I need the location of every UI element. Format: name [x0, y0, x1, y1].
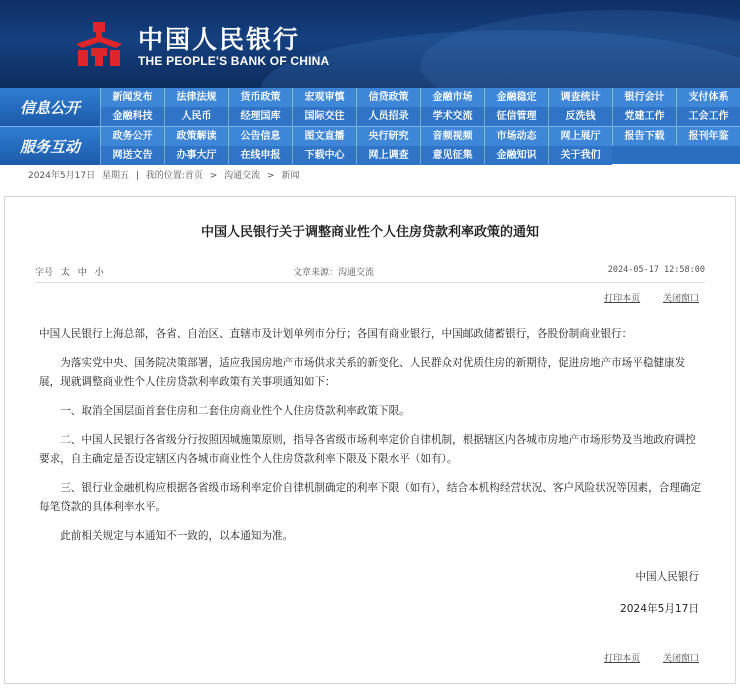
nav-item-news[interactable]: 新闻发布 [100, 88, 164, 107]
nav-item-financial-markets[interactable]: 金融市场 [420, 88, 484, 107]
nav-item-announcements[interactable]: 公告信息 [228, 127, 292, 146]
nav-item-credit-policy[interactable]: 信贷政策 [356, 88, 420, 107]
nav-item-feedback[interactable]: 意见征集 [420, 146, 484, 165]
nav-item-statistics[interactable]: 调查统计 [548, 88, 612, 107]
nav-item-fintech[interactable]: 金融科技 [100, 107, 164, 126]
nav-item-union[interactable]: 工会工作 [676, 107, 740, 126]
breadcrumb-weekday: 星期五 [101, 171, 129, 181]
nav-item-yearbook[interactable]: 报刊年鉴 [676, 127, 740, 146]
article-paragraph-addressee: 中国人民银行上海总部，各省、自治区、直辖市及计划单列市分行；各国有商业银行，中国邮政储蓄银行，各股份制商业银行： [39, 328, 633, 340]
nav-item-academic[interactable]: 学术交流 [420, 107, 484, 126]
close-window-link[interactable]: 关闭窗口 [662, 294, 699, 304]
site-banner [0, 0, 740, 88]
font-size-large-button[interactable]: 太 [60, 268, 70, 278]
article-paragraph: 一、取消全国层面首套住房和二套住房商业性个人住房贷款利率政策下限。 [60, 405, 410, 417]
nav-item-online-exhibition[interactable]: 网上展厅 [548, 127, 612, 146]
article-paragraph: 此前相关规定与本通知不一致的，以本通知为准。 [60, 530, 294, 542]
main-navigation [0, 88, 740, 164]
article-paragraph: 三、银行业金融机构应根据各省级市场利率定价自律机制确定的利率下限（如有），结合本机构经营状况、客户风险状况等因素，合理确定每笔贷款的具体利率水平。 [39, 482, 702, 513]
font-size-small-button[interactable]: 小 [94, 268, 104, 278]
nav-item-policy-interpretation[interactable]: 政策解读 [164, 127, 228, 146]
article-paragraph: 为落实党中央、国务院决策部署，适应我国房地产市场供求关系的新变化、人民群众对优质住房的新期待，促进房地产市场平稳健康发展，现就调整商业性个人住房贷款利率政策有关事项通知如下： [39, 357, 686, 388]
article-meta-bar [35, 265, 705, 283]
signature-date: 2024年5月17日 [620, 603, 699, 615]
signature-organization: 中国人民银行 [635, 571, 699, 583]
breadcrumb-separator: > [209, 171, 218, 181]
nav-item-about-us[interactable]: 关于我们 [548, 146, 612, 165]
breadcrumb-date: 2024年5月17日 [28, 171, 96, 181]
nav-item-service-hall[interactable]: 办事大厅 [164, 146, 228, 165]
nav-group-service [0, 126, 740, 164]
logo-english-name[interactable]: THE PEOPLE'S BANK OF CHINA [138, 54, 330, 68]
breadcrumb-separator: | [135, 171, 139, 181]
nav-group-info [0, 88, 740, 126]
breadcrumb-communication-link[interactable]: 沟通交流 [224, 171, 261, 181]
nav-item-rmb[interactable]: 人民币 [164, 107, 228, 126]
banner-wave-decoration [420, 10, 740, 88]
print-page-link[interactable]: 打印本页 [604, 294, 641, 304]
nav-group-label-info: 信息公开 [0, 88, 100, 126]
print-page-link[interactable]: 打印本页 [604, 654, 641, 664]
nav-row [100, 127, 740, 146]
article-tools-bottom [584, 651, 699, 664]
article-source: 文章来源：沟通交流 [293, 268, 375, 278]
logo-chinese-name[interactable]: 中国人民银行 [138, 25, 301, 54]
nav-item-international[interactable]: 国际交往 [292, 107, 356, 126]
article-title: 中国人民银行关于调整商业性个人住房贷款利率政策的通知 [200, 225, 539, 240]
nav-item-accounting[interactable]: 银行会计 [612, 88, 676, 107]
nav-item-government-affairs[interactable]: 政务公开 [100, 127, 164, 146]
nav-item-laws[interactable]: 法律法规 [164, 88, 228, 107]
breadcrumb-home-link[interactable]: 我的位置:首页 [145, 171, 203, 181]
article-body [39, 325, 703, 556]
nav-item-research[interactable]: 央行研究 [356, 127, 420, 146]
nav-item-monetary-policy[interactable]: 货币政策 [228, 88, 292, 107]
nav-item-credit-reference[interactable]: 征信管理 [484, 107, 548, 126]
nav-item-report-download[interactable]: 报告下载 [612, 127, 676, 146]
nav-item-party-building[interactable]: 党建工作 [612, 107, 676, 126]
article-publish-time: 2024-05-17 12:58:00 [607, 265, 705, 275]
nav-item-market-news[interactable]: 市场动态 [484, 127, 548, 146]
font-size-label: 字号 [35, 268, 54, 278]
font-size-selector [35, 265, 109, 278]
nav-row [100, 88, 740, 107]
nav-item-download-center[interactable]: 下载中心 [292, 146, 356, 165]
font-size-medium-button[interactable]: 中 [77, 268, 87, 278]
nav-item-financial-knowledge[interactable]: 金融知识 [484, 146, 548, 165]
nav-item-online-survey[interactable]: 网上调查 [356, 146, 420, 165]
nav-item-documents[interactable]: 网送文告 [100, 146, 164, 165]
close-window-link[interactable]: 关闭窗口 [662, 654, 699, 664]
nav-row [100, 107, 740, 126]
nav-item-financial-stability[interactable]: 金融稳定 [484, 88, 548, 107]
nav-row [100, 146, 740, 165]
nav-item-online-filing[interactable]: 在线申报 [228, 146, 292, 165]
nav-item-macroprudential[interactable]: 宏观审慎 [292, 88, 356, 107]
nav-group-label-service: 服务互动 [0, 127, 100, 165]
pboc-emblem-icon[interactable] [72, 20, 126, 70]
nav-item-anti-money-laundering[interactable]: 反洗钱 [548, 107, 612, 126]
nav-item-payment-system[interactable]: 支付体系 [676, 88, 740, 107]
nav-item-media[interactable]: 音频视频 [420, 127, 484, 146]
nav-item-treasury[interactable]: 经理国库 [228, 107, 292, 126]
nav-item-recruitment[interactable]: 人员招录 [356, 107, 420, 126]
breadcrumb-separator: > [267, 171, 275, 181]
breadcrumb-news-link[interactable]: 新闻 [281, 171, 300, 181]
article-panel [4, 196, 736, 684]
nav-item-live[interactable]: 图文直播 [292, 127, 356, 146]
breadcrumb [28, 167, 303, 185]
article-paragraph: 二、中国人民银行各省级分行按照因城施策原则，指导各省级市场利率定价自律机制，根据辖区内各城市房地产市场形势及当地政府调控要求，自主确定是否设定辖区内各城市商业性个人住房贷款利率下限及下限水平（如有）。 [39, 434, 696, 465]
article-tools-top [584, 291, 699, 304]
